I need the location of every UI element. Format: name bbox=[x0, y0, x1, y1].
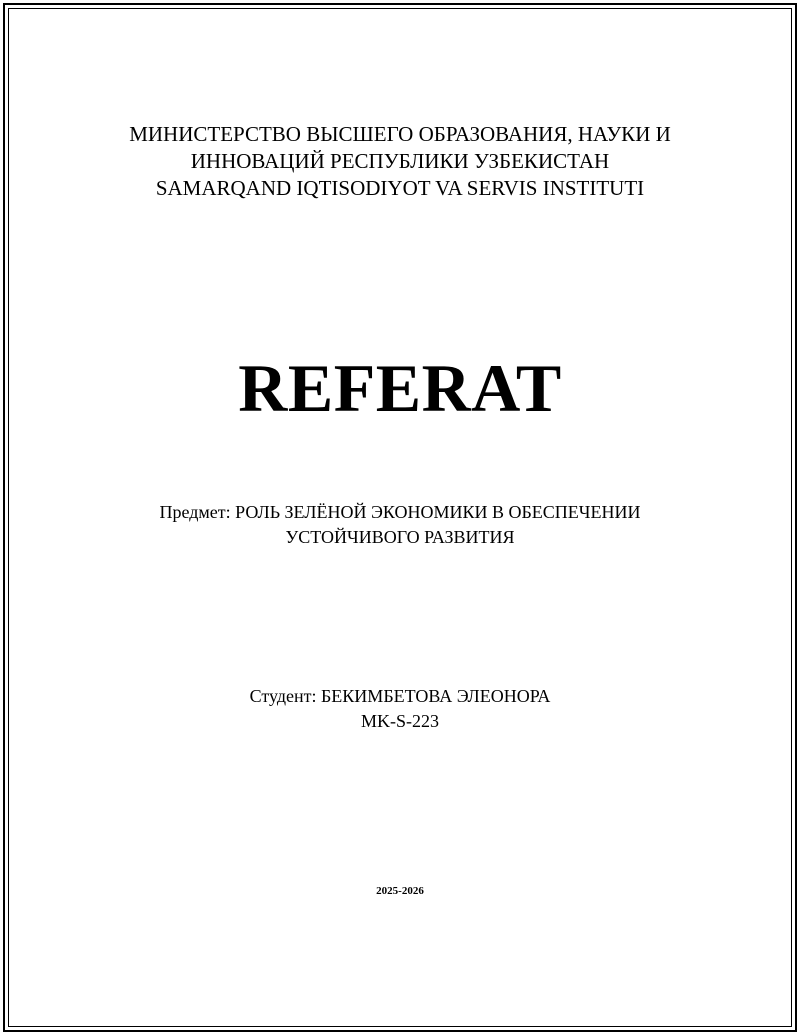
subject-block bbox=[0, 500, 800, 550]
student-block bbox=[0, 684, 800, 734]
ministry-line-2: ИННОВАЦИЙ РЕСПУБЛИКИ УЗБЕКИСТАН bbox=[190, 149, 610, 173]
student-name: Студент: БЕКИМБЕТОВА ЭЛЕОНОРА bbox=[249, 686, 551, 706]
ministry-line-1: МИНИСТЕРСТВО ВЫСШЕГО ОБРАЗОВАНИЯ, НАУКИ И bbox=[129, 122, 671, 146]
institution-header bbox=[0, 121, 800, 202]
document-title: REFERAT bbox=[238, 350, 562, 426]
student-group: MK-S-223 bbox=[360, 711, 439, 731]
subject-line-1: Предмет: РОЛЬ ЗЕЛЁНОЙ ЭКОНОМИКИ В ОБЕСПЕЧЕНИИ bbox=[159, 502, 641, 522]
subject-line-2: УСТОЙЧИВОГО РАЗВИТИЯ bbox=[285, 527, 515, 547]
academic-years: 2025-2026 bbox=[376, 885, 424, 897]
institute-name: SAMARQAND IQTISODIYOT VA SERVIS INSTITUTI bbox=[155, 176, 645, 200]
